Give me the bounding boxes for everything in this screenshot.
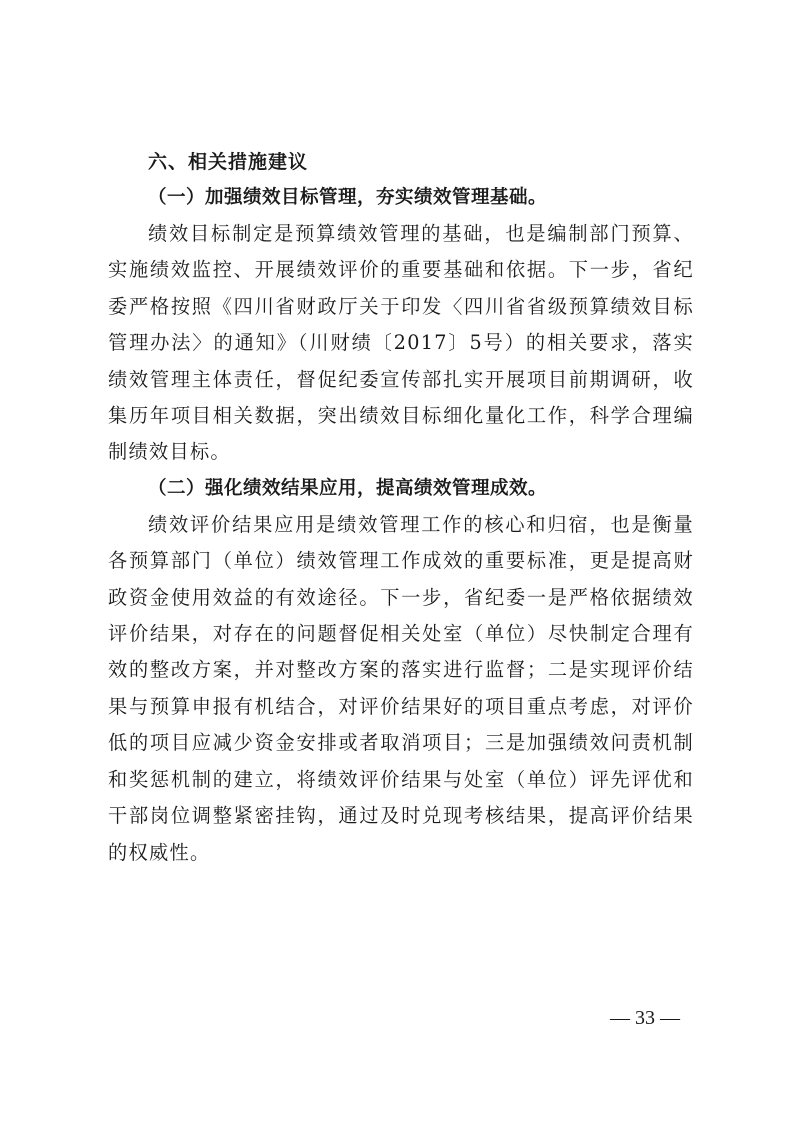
paragraph-line: 绩效评价结果应用是绩效管理工作的核心和归宿，也是衡量 (148, 512, 694, 536)
paragraph-line: 绩效目标制定是预算绩效管理的基础，也是编制部门预算、 (148, 222, 694, 245)
paragraph-line: 绩效管理主体责任，督促纪委宣传部扎实开展项目前期调研，收 (108, 367, 694, 391)
paragraph-line: 干部岗位调整紧密挂钩，通过及时兑现考核结果，提高评价结果 (108, 804, 694, 828)
subsection-2-paragraph (108, 507, 694, 871)
section-heading: 六、相关措施建议 (148, 151, 309, 173)
page-number: — 33 — (610, 1007, 680, 1029)
subsection-1-paragraph (108, 216, 694, 471)
subsection-2-heading: （二）强化绩效结果应用，提高绩效管理成效。 (148, 477, 548, 499)
paragraph-line: 各预算部门（单位）绩效管理工作成效的重要标准，更是提高财 (108, 549, 694, 573)
paragraph-line: 委严格按照《四川省财政厅关于印发〈四川省省级预算绩效目标 (108, 294, 694, 318)
paragraph-line: 果与预算申报有机结合，对评价结果好的项目重点考虑，对评价 (108, 694, 694, 718)
paragraph-line: 的权威性。 (108, 840, 211, 864)
subsection-1-heading: （一）加强绩效目标管理，夯实绩效管理基础。 (148, 187, 548, 208)
paragraph-line: 和奖惩机制的建立，将绩效评价结果与处室（单位）评先评优和 (108, 767, 694, 791)
paragraph-line: 制绩效目标。 (108, 440, 231, 464)
paragraph-line: 效的整改方案，并对整改方案的落实进行监督；二是实现评价结 (108, 658, 694, 682)
paragraph-line: 管理办法〉的通知》（川财绩〔2017〕5号）的相关要求，落实 (108, 331, 694, 355)
paragraph-line: 政资金使用效益的有效途径。下一步，省纪委一是严格依据绩效 (108, 585, 694, 609)
paragraph-line: 评价结果，对存在的问题督促相关处室（单位）尽快制定合理有 (108, 622, 694, 646)
paragraph-line: 实施绩效监控、开展绩效评价的重要基础和依据。下一步，省纪 (108, 258, 694, 282)
paragraph-line: 集历年项目相关数据，突出绩效目标细化量化工作，科学合理编 (108, 404, 694, 428)
document-body (108, 144, 694, 871)
paragraph-line: 低的项目应减少资金安排或者取消项目；三是加强绩效问责机制 (108, 731, 694, 755)
